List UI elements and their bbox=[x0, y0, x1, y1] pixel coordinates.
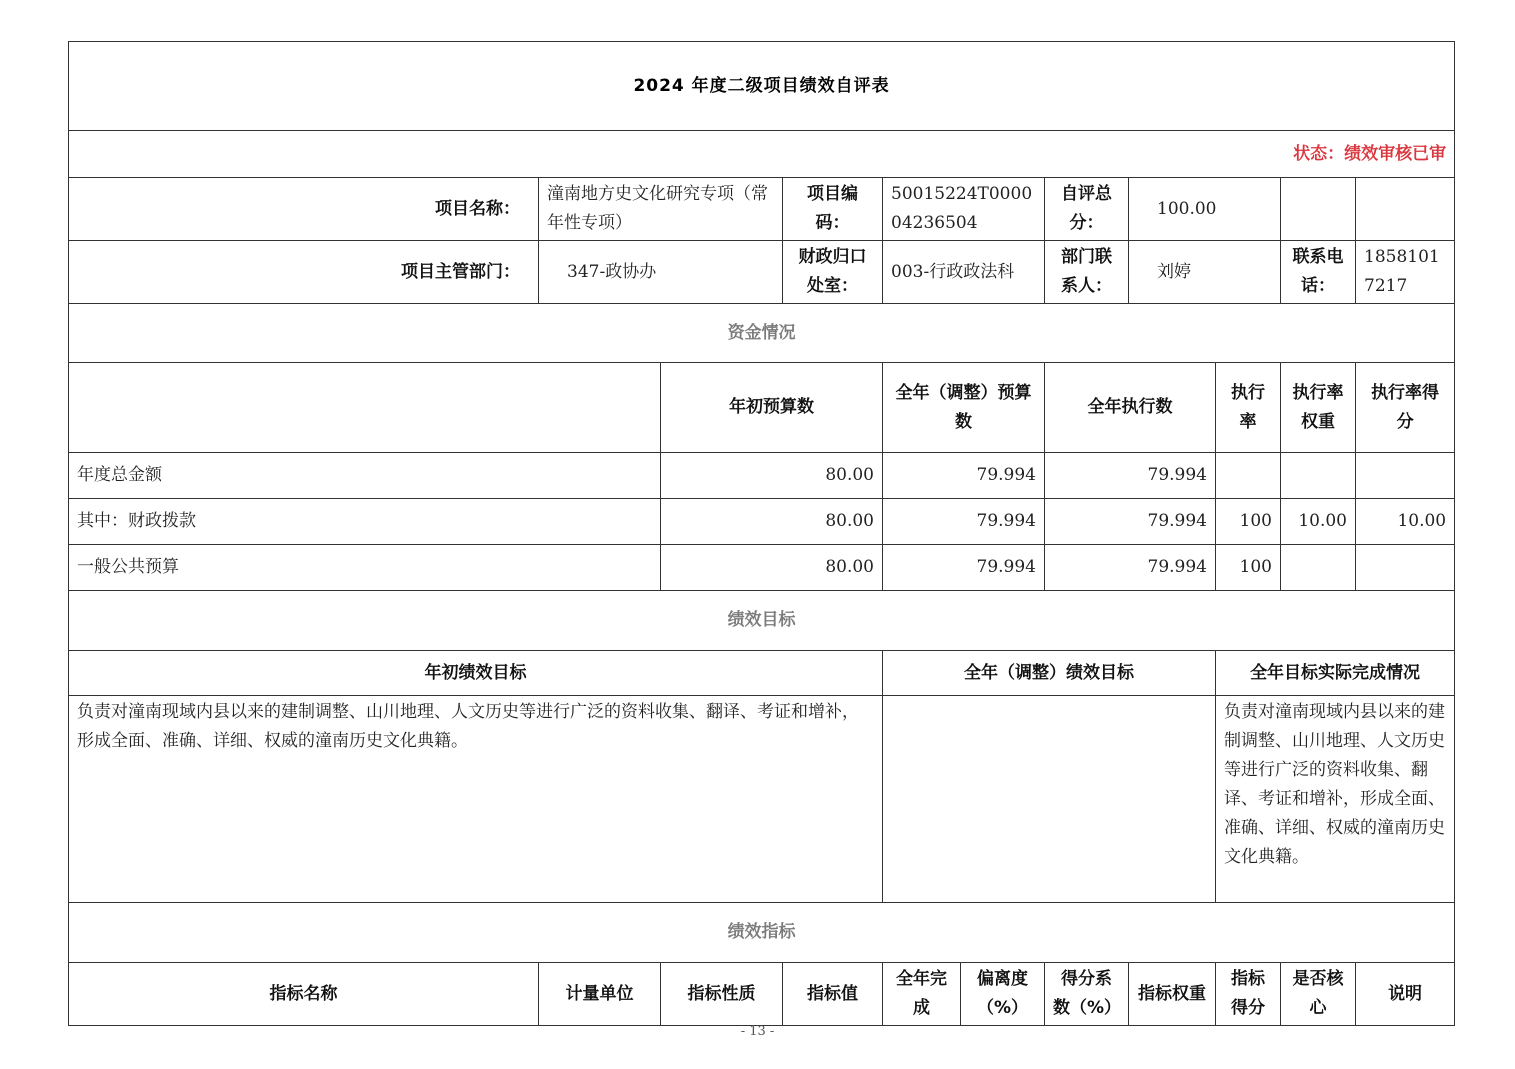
goals-header-initial: 年初绩效目标 bbox=[69, 651, 883, 696]
funds-header-rate-score: 执行率得分 bbox=[1356, 363, 1455, 453]
goals-header-actual: 全年目标实际完成情况 bbox=[1216, 651, 1455, 696]
project-name-label: 项目名称： bbox=[69, 178, 539, 241]
self-score-label: 自评总分： bbox=[1045, 178, 1129, 241]
finance-office-label: 财政归口处室： bbox=[783, 241, 883, 304]
funds-header-initial-budget: 年初预算数 bbox=[661, 363, 883, 453]
contact-person-label: 部门联系人： bbox=[1045, 241, 1129, 304]
funds-adjusted-budget: 79.994 bbox=[883, 545, 1045, 591]
goals-header-adjusted: 全年（调整）绩效目标 bbox=[883, 651, 1216, 696]
evaluation-table bbox=[68, 41, 1455, 1026]
funds-row-label: 其中：财政拨款 bbox=[69, 499, 661, 545]
funds-rate-weight: 10.00 bbox=[1281, 499, 1356, 545]
funds-header-rate-weight: 执行率权重 bbox=[1281, 363, 1356, 453]
table-row bbox=[69, 499, 1455, 545]
funds-adjusted-budget: 79.994 bbox=[883, 453, 1045, 499]
indicator-header-completed: 全年完成 bbox=[883, 963, 961, 1026]
project-code-value: 50015224T000004236504 bbox=[883, 178, 1045, 241]
funds-rate-weight bbox=[1281, 453, 1356, 499]
funds-executed: 79.994 bbox=[1045, 499, 1216, 545]
funds-rate bbox=[1216, 453, 1281, 499]
indicator-header-unit: 计量单位 bbox=[539, 963, 661, 1026]
funds-header-executed: 全年执行数 bbox=[1045, 363, 1216, 453]
evaluation-sheet bbox=[68, 41, 1454, 1026]
indicator-header-score: 指标得分 bbox=[1216, 963, 1281, 1026]
indicator-header-coefficient: 得分系数（%） bbox=[1045, 963, 1129, 1026]
funds-rate-score: 10.00 bbox=[1356, 499, 1455, 545]
project-name-value: 潼南地方史文化研究专项（常年性专项） bbox=[539, 178, 783, 241]
indicator-header-weight: 指标权重 bbox=[1129, 963, 1216, 1026]
funds-header-adjusted-budget: 全年（调整）预算数 bbox=[883, 363, 1045, 453]
status-badge: 状态：绩效审核已审 bbox=[69, 131, 1455, 178]
indicator-header-name: 指标名称 bbox=[69, 963, 539, 1026]
department-value: 347-政协办 bbox=[539, 241, 783, 304]
empty-cell bbox=[1281, 178, 1356, 241]
phone-value: 18581017217 bbox=[1356, 241, 1455, 304]
funds-executed: 79.994 bbox=[1045, 545, 1216, 591]
project-code-label: 项目编码： bbox=[783, 178, 883, 241]
funds-rate-score bbox=[1356, 545, 1455, 591]
funds-row-label: 年度总金额 bbox=[69, 453, 661, 499]
funds-rate: 100 bbox=[1216, 545, 1281, 591]
phone-label: 联系电话： bbox=[1281, 241, 1356, 304]
indicator-header-nature: 指标性质 bbox=[661, 963, 783, 1026]
funds-rate: 100 bbox=[1216, 499, 1281, 545]
funds-initial-budget: 80.00 bbox=[661, 453, 883, 499]
table-row bbox=[69, 545, 1455, 591]
goals-section-title: 绩效目标 bbox=[69, 591, 1455, 651]
goals-actual-text: 负责对潼南现域内县以来的建制调整、山川地理、人文历史等进行广泛的资料收集、翻译、考证和增补，形成全面、准确、详细、权威的潼南历史文化典籍。 bbox=[1216, 696, 1455, 903]
indicator-header-value: 指标值 bbox=[783, 963, 883, 1026]
indicator-header-deviation: 偏离度（%） bbox=[961, 963, 1045, 1026]
department-label: 项目主管部门： bbox=[69, 241, 539, 304]
funds-initial-budget: 80.00 bbox=[661, 499, 883, 545]
funds-row-label: 一般公共预算 bbox=[69, 545, 661, 591]
indicator-header-core: 是否核心 bbox=[1281, 963, 1356, 1026]
table-row bbox=[69, 453, 1455, 499]
page-number: - 13 - bbox=[740, 1024, 775, 1039]
funds-header-blank bbox=[69, 363, 661, 453]
funds-section-title: 资金情况 bbox=[69, 304, 1455, 363]
goals-adjusted-text bbox=[883, 696, 1216, 903]
empty-cell bbox=[1356, 178, 1455, 241]
funds-rate-weight bbox=[1281, 545, 1356, 591]
funds-initial-budget: 80.00 bbox=[661, 545, 883, 591]
page-title: 2024 年度二级项目绩效自评表 bbox=[69, 42, 1455, 131]
goals-initial-text: 负责对潼南现域内县以来的建制调整、山川地理、人文历史等进行广泛的资料收集、翻译、考证和增补，形成全面、准确、详细、权威的潼南历史文化典籍。 bbox=[69, 696, 883, 903]
funds-rate-score bbox=[1356, 453, 1455, 499]
funds-header-rate: 执行率 bbox=[1216, 363, 1281, 453]
indicator-header-note: 说明 bbox=[1356, 963, 1455, 1026]
indicators-section-title: 绩效指标 bbox=[69, 903, 1455, 963]
finance-office-value: 003-行政政法科 bbox=[883, 241, 1045, 304]
funds-executed: 79.994 bbox=[1045, 453, 1216, 499]
self-score-value: 100.00 bbox=[1129, 178, 1281, 241]
contact-person-value: 刘婷 bbox=[1129, 241, 1281, 304]
funds-adjusted-budget: 79.994 bbox=[883, 499, 1045, 545]
